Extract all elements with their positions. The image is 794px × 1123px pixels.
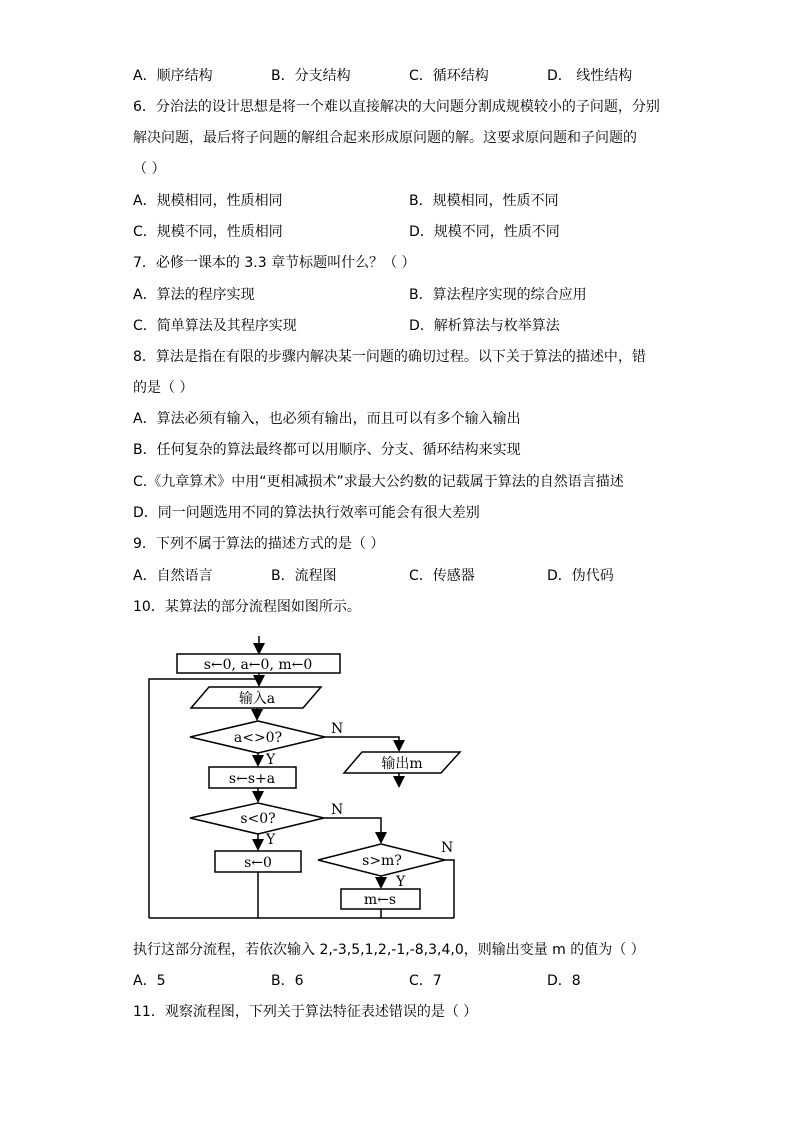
- q7-stem: 7．必修一课本的 3.3 章节标题叫什么？（ ）: [133, 255, 416, 271]
- flow-label-n-1: N: [331, 721, 344, 737]
- q6-option-c: C．规模不同，性质相同: [133, 224, 283, 240]
- q8-option-d: D．同一问题选用不同的算法执行效率可能会有很大差别: [133, 505, 480, 521]
- q10-option-c: C．7: [409, 973, 442, 989]
- q7-option-a: A．算法的程序实现: [133, 287, 255, 303]
- q6-option-d: D．规模不同，性质不同: [409, 224, 560, 240]
- q5-option-a: A．顺序结构: [133, 68, 213, 84]
- q6-option-b: B．规模相同，性质不同: [409, 193, 559, 209]
- flow-label-n-2: N: [331, 802, 344, 818]
- q10-option-d: D．8: [547, 973, 581, 989]
- q9-option-b: B．流程图: [271, 568, 337, 584]
- q10-question: 执行这部分流程，若依次输入 2,-3,5,1,2,-1,-8,3,4,0，则输出变量 m 的值为（ ）: [133, 942, 645, 958]
- q6-stem-line-1: 6．分治法的设计思想是将一个难以直接解决的大问题分割成规模较小的子问题，分别: [133, 99, 660, 115]
- q10-option-a: A．5: [133, 973, 166, 989]
- q5-option-d: D． 线性结构: [547, 68, 633, 84]
- q8-option-c: C.《九章算术》中用“更相减损术”求最大公约数的记载属于算法的自然语言描述: [133, 474, 624, 490]
- q5-option-c: C．循环结构: [409, 68, 489, 84]
- q8-stem-line-2: 的是（ ）: [133, 380, 194, 396]
- flow-label-n-3: N: [441, 840, 454, 856]
- flow-assign1-text: s←s+a: [228, 771, 276, 787]
- q5-option-b: B．分支结构: [271, 68, 351, 84]
- flow-label-y-3: Y: [396, 874, 406, 890]
- q9-option-c: C．传感器: [409, 568, 475, 584]
- flow-cond1-text: a<>0?: [233, 730, 283, 746]
- flow-assign2-text: s←0: [244, 855, 272, 871]
- q8-option-b: B．任何复杂的算法最终都可以用顺序、分支、循环结构来实现: [133, 442, 521, 458]
- q6-answer-blank: （ ）: [133, 161, 166, 177]
- flow-label-y-1: Y: [266, 752, 276, 768]
- flow-cond2-text: s<0?: [240, 811, 276, 827]
- flow-input-text: 输入a: [238, 691, 276, 707]
- flow-cond3-text: s>m?: [362, 853, 402, 869]
- q8-stem-line-1: 8．算法是指在有限的步骤内解决某一问题的确切过程。以下关于算法的描述中，错: [133, 349, 646, 365]
- flow-init-text: s←0, a←0, m←0: [203, 657, 313, 673]
- q9-option-d: D．伪代码: [547, 568, 614, 584]
- q6-stem-line-2: 解决问题，最后将子问题的解组合起来形成原问题的解。这要求原问题和子问题的: [133, 130, 637, 146]
- flow-output-text: 输出m: [381, 756, 423, 772]
- q11-stem: 11．观察流程图，下列关于算法特征表述错误的是（ ）: [133, 1004, 478, 1020]
- q6-option-a: A．规模相同，性质相同: [133, 193, 283, 209]
- q7-option-c: C．简单算法及其程序实现: [133, 318, 297, 334]
- q7-option-d: D．解析算法与枚举算法: [409, 318, 560, 334]
- q9-option-a: A．自然语言: [133, 568, 213, 584]
- q7-option-b: B．算法程序实现的综合应用: [409, 287, 587, 303]
- flow-assign3-text: m←s: [363, 892, 397, 908]
- q8-option-a: A．算法必须有输入，也必须有输出，而且可以有多个输入输出: [133, 411, 521, 427]
- q10-stem: 10．某算法的部分流程图如图所示。: [133, 599, 361, 615]
- q9-stem: 9．下列不属于算法的描述方式的是（ ）: [133, 536, 385, 552]
- q10-option-b: B．6: [271, 973, 304, 989]
- flow-label-y-2: Y: [266, 832, 276, 848]
